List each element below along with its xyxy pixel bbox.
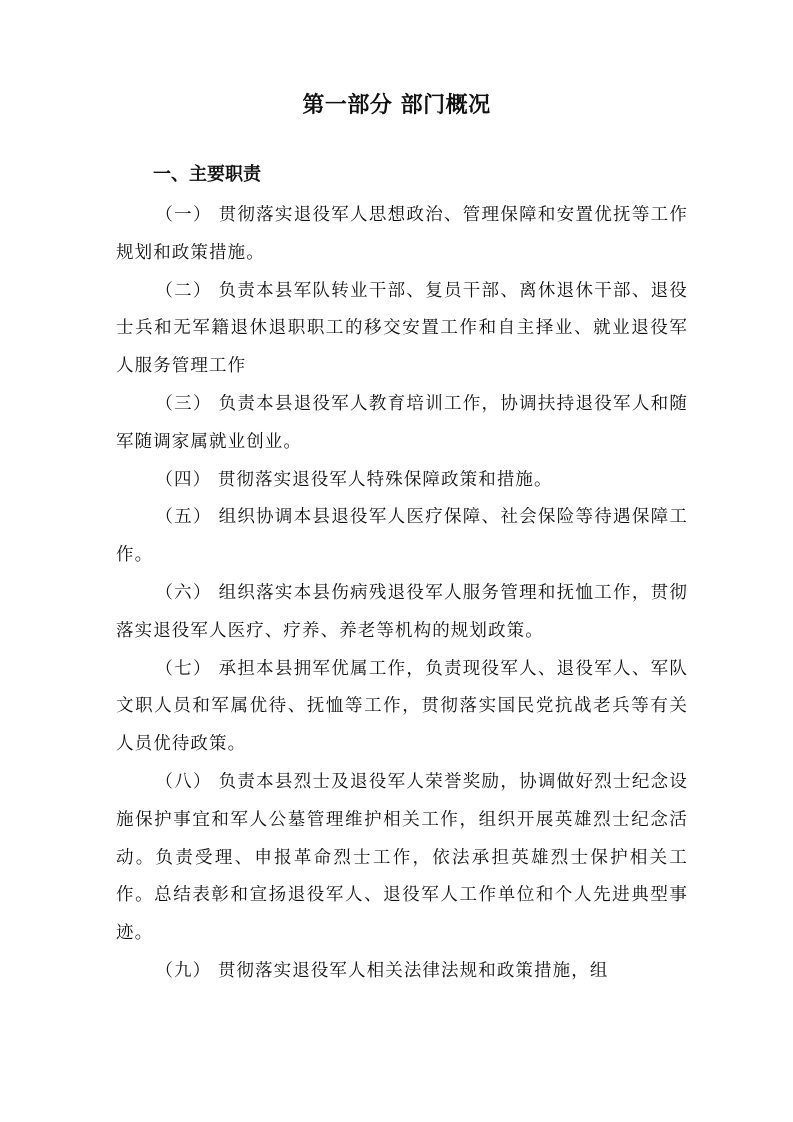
paragraph-5: （五） 组织协调本县退役军人医疗保障、社会保险等待遇保障工作。	[116, 507, 688, 566]
page-title: 第一部分 部门概况	[302, 93, 491, 118]
paragraph-4: （四） 贯彻落实退役军人特殊保障政策和措施。	[155, 469, 553, 490]
section-heading: 一、主要职责	[153, 164, 261, 185]
paragraph-1: （一） 贯彻落实退役军人思想政治、管理保障和安置优抚等工作规划和政策措施。	[116, 205, 688, 263]
paragraph-2: （二） 负责本县军队转业干部、复员干部、离休退休干部、退役士兵和无军籍退休退职职工的移交安置工作和自主择业、就业退役军人服务管理工作	[116, 280, 688, 377]
paragraph-9: （九） 贯彻落实退役军人相关法律法规和政策措施，组	[155, 960, 609, 981]
body-text	[116, 197, 688, 991]
paragraph-7: （七） 承担本县拥军优属工作，负责现役军人、退役军人、军队文职人员和军属优待、抚恤等工作，贯彻落实国民党抗战老兵等有关人员优待政策。	[116, 658, 688, 755]
paragraph-3: （三） 负责本县退役军人教育培训工作，协调扶持退役军人和随军随调家属就业创业。	[116, 393, 688, 452]
paragraph-8: （八） 负责本县烈士及退役军人荣誉奖励，协调做好烈士纪念设施保护事宜和军人公墓管理维护相关工作，组织开展英雄烈士纪念活动。负责受理、申报革命烈士工作，依法承担英雄烈士保护相关工作。总结表彰和宣扬退役军人、退役军人工作单位和个人先进典型事迹。	[116, 771, 688, 944]
paragraph-6: （六） 组织落实本县伤病残退役军人服务管理和抚恤工作，贯彻落实退役军人医疗、疗养、养老等机构的规划政策。	[116, 582, 688, 641]
